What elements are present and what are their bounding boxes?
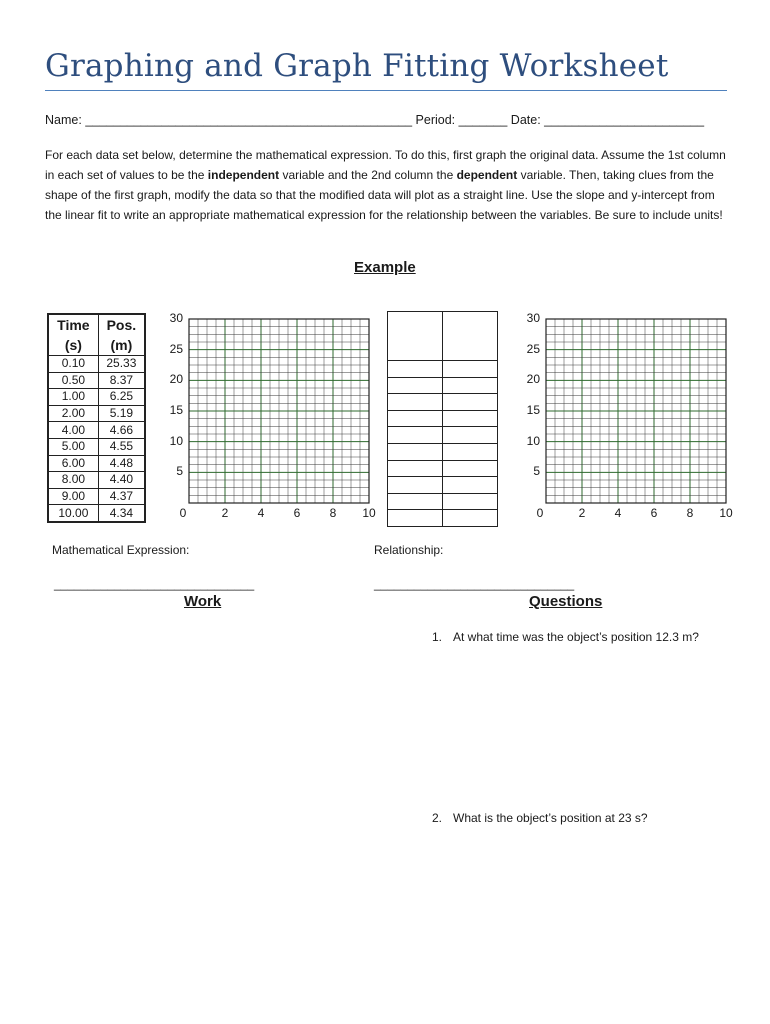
table-row bbox=[48, 372, 145, 389]
math-expression-label: Mathematical Expression: bbox=[52, 543, 190, 557]
period-blank[interactable]: _______ bbox=[458, 113, 508, 127]
x-tick-label: 6 bbox=[293, 506, 301, 520]
y-tick-label: 15 bbox=[169, 403, 183, 417]
y-tick-label: 30 bbox=[169, 311, 183, 325]
position-cell: 5.19 bbox=[98, 405, 145, 422]
position-cell: 4.66 bbox=[98, 422, 145, 439]
blank-cell[interactable] bbox=[388, 477, 443, 494]
blank-cell[interactable] bbox=[443, 377, 498, 394]
x-tick-label: 6 bbox=[650, 506, 658, 520]
position-cell: 25.33 bbox=[98, 356, 145, 373]
x-tick-label: 2 bbox=[221, 506, 229, 520]
date-blank[interactable]: _______________________ bbox=[544, 113, 705, 127]
blank-cell[interactable] bbox=[443, 394, 498, 411]
table-row bbox=[48, 488, 145, 505]
page-title: Graphing and Graph Fitting Worksheet bbox=[45, 48, 669, 84]
math-expression-blank[interactable]: ______________________________ bbox=[54, 577, 255, 591]
position-cell: 4.40 bbox=[98, 472, 145, 489]
y-tick-label: 25 bbox=[169, 341, 183, 356]
position-cell: 6.25 bbox=[98, 389, 145, 406]
modified-row[interactable] bbox=[388, 460, 498, 477]
grid-svg bbox=[188, 318, 370, 504]
graph-grid-modified[interactable] bbox=[526, 311, 733, 520]
modified-row[interactable] bbox=[388, 510, 498, 527]
y-tick-label: 10 bbox=[169, 433, 183, 448]
blank-cell[interactable] bbox=[388, 361, 443, 378]
x-tick-label: 10 bbox=[362, 506, 376, 520]
x-tick-label: 0 bbox=[179, 506, 187, 520]
time-cell: 1.00 bbox=[48, 389, 98, 406]
question-item bbox=[432, 811, 648, 825]
time-cell: 9.00 bbox=[48, 488, 98, 505]
name-blank[interactable]: _______________________________________________ bbox=[85, 113, 413, 127]
blank-cell[interactable] bbox=[388, 410, 443, 427]
question-number: 1. bbox=[432, 630, 443, 644]
date-label: Date: bbox=[510, 113, 541, 127]
question-number: 2. bbox=[432, 811, 443, 825]
time-cell: 5.00 bbox=[48, 438, 98, 455]
blank-cell[interactable] bbox=[443, 493, 498, 510]
modified-row[interactable] bbox=[388, 377, 498, 394]
y-tick-label: 5 bbox=[533, 464, 540, 479]
table-row bbox=[48, 389, 145, 406]
position-cell: 4.55 bbox=[98, 438, 145, 455]
table-row bbox=[48, 356, 145, 373]
blank-cell[interactable] bbox=[388, 377, 443, 394]
table-row bbox=[48, 455, 145, 472]
grid-svg bbox=[545, 318, 727, 504]
question-item bbox=[432, 630, 699, 644]
blank-cell[interactable] bbox=[388, 427, 443, 444]
x-tick-label: 0 bbox=[536, 506, 544, 520]
blank-cell[interactable] bbox=[388, 394, 443, 411]
table-row bbox=[48, 472, 145, 489]
x-tick-label: 10 bbox=[719, 506, 733, 520]
blank-cell[interactable] bbox=[443, 312, 498, 361]
time-column-header: Time (s) bbox=[48, 314, 98, 356]
graph-grid-original[interactable] bbox=[169, 311, 376, 520]
blank-cell[interactable] bbox=[443, 460, 498, 477]
time-cell: 6.00 bbox=[48, 455, 98, 472]
blank-cell[interactable] bbox=[388, 493, 443, 510]
position-cell: 4.37 bbox=[98, 488, 145, 505]
name-label: Name: bbox=[45, 113, 82, 127]
y-tick-label: 10 bbox=[526, 433, 540, 448]
instructions-paragraph: For each data set below, determine the mathematical expression. To do this, first graph the original data. Assume the 1st column in each set of values to be the independent variable and the 2nd column the dependent variable. Then, taking clues from the shape of the first graph, modify the data so that the modified data will plot as a straight line. Use the slope and y-intercept from the linear fit to write an appropriate mathematical expression for the relationship between the variables. Be sure to include units! bbox=[45, 148, 726, 222]
time-cell: 0.10 bbox=[48, 356, 98, 373]
table-row bbox=[48, 405, 145, 422]
blank-cell[interactable] bbox=[443, 443, 498, 460]
relationship-blank[interactable]: ______________________________ bbox=[374, 577, 575, 591]
blank-cell[interactable] bbox=[388, 510, 443, 527]
modified-row[interactable] bbox=[388, 427, 498, 444]
modified-row[interactable] bbox=[388, 493, 498, 510]
modified-data-table[interactable] bbox=[387, 311, 498, 527]
relationship-label: Relationship: bbox=[374, 543, 444, 557]
blank-cell[interactable] bbox=[388, 460, 443, 477]
x-tick-label: 2 bbox=[578, 506, 586, 520]
independent-emphasis: independent bbox=[207, 168, 280, 182]
period-label: Period: bbox=[415, 113, 456, 127]
x-tick-label: 4 bbox=[614, 506, 622, 520]
table-row bbox=[48, 438, 145, 455]
question-text: At what time was the object’s position 12.3 m? bbox=[453, 630, 699, 644]
question-text: What is the object’s position at 23 s? bbox=[453, 811, 648, 825]
work-heading: Work bbox=[184, 593, 222, 610]
y-tick-label: 30 bbox=[526, 311, 540, 325]
table-row bbox=[48, 505, 145, 522]
blank-cell[interactable] bbox=[443, 361, 498, 378]
modified-row[interactable] bbox=[388, 443, 498, 460]
blank-cell[interactable] bbox=[443, 410, 498, 427]
time-cell: 0.50 bbox=[48, 372, 98, 389]
questions-heading: Questions bbox=[529, 593, 603, 610]
x-tick-label: 8 bbox=[686, 506, 694, 520]
blank-cell[interactable] bbox=[388, 312, 443, 361]
time-cell: 10.00 bbox=[48, 505, 98, 522]
time-cell: 4.00 bbox=[48, 422, 98, 439]
blank-cell[interactable] bbox=[388, 443, 443, 460]
modified-row[interactable] bbox=[388, 361, 498, 378]
position-cell: 4.34 bbox=[98, 505, 145, 522]
y-tick-label: 15 bbox=[526, 403, 540, 417]
modified-row[interactable] bbox=[388, 477, 498, 494]
example-data-table bbox=[47, 313, 146, 523]
time-cell: 8.00 bbox=[48, 472, 98, 489]
position-cell: 4.48 bbox=[98, 455, 145, 472]
y-tick-label: 25 bbox=[526, 341, 540, 356]
y-tick-label: 20 bbox=[169, 372, 183, 387]
y-tick-label: 5 bbox=[176, 464, 183, 479]
modified-row[interactable] bbox=[388, 394, 498, 411]
position-column-header: Pos. (m) bbox=[98, 314, 145, 356]
time-cell: 2.00 bbox=[48, 405, 98, 422]
modified-header-row[interactable] bbox=[388, 312, 498, 361]
table-row bbox=[48, 422, 145, 439]
x-tick-label: 8 bbox=[329, 506, 337, 520]
blank-cell[interactable] bbox=[443, 510, 498, 527]
dependent-emphasis: dependent bbox=[456, 168, 518, 182]
position-cell: 8.37 bbox=[98, 372, 145, 389]
modified-row[interactable] bbox=[388, 410, 498, 427]
x-tick-label: 4 bbox=[257, 506, 265, 520]
title-divider bbox=[45, 90, 727, 91]
student-info-line bbox=[45, 113, 704, 127]
y-tick-label: 20 bbox=[526, 372, 540, 387]
blank-cell[interactable] bbox=[443, 427, 498, 444]
example-heading: Example bbox=[354, 259, 416, 276]
blank-cell[interactable] bbox=[443, 477, 498, 494]
